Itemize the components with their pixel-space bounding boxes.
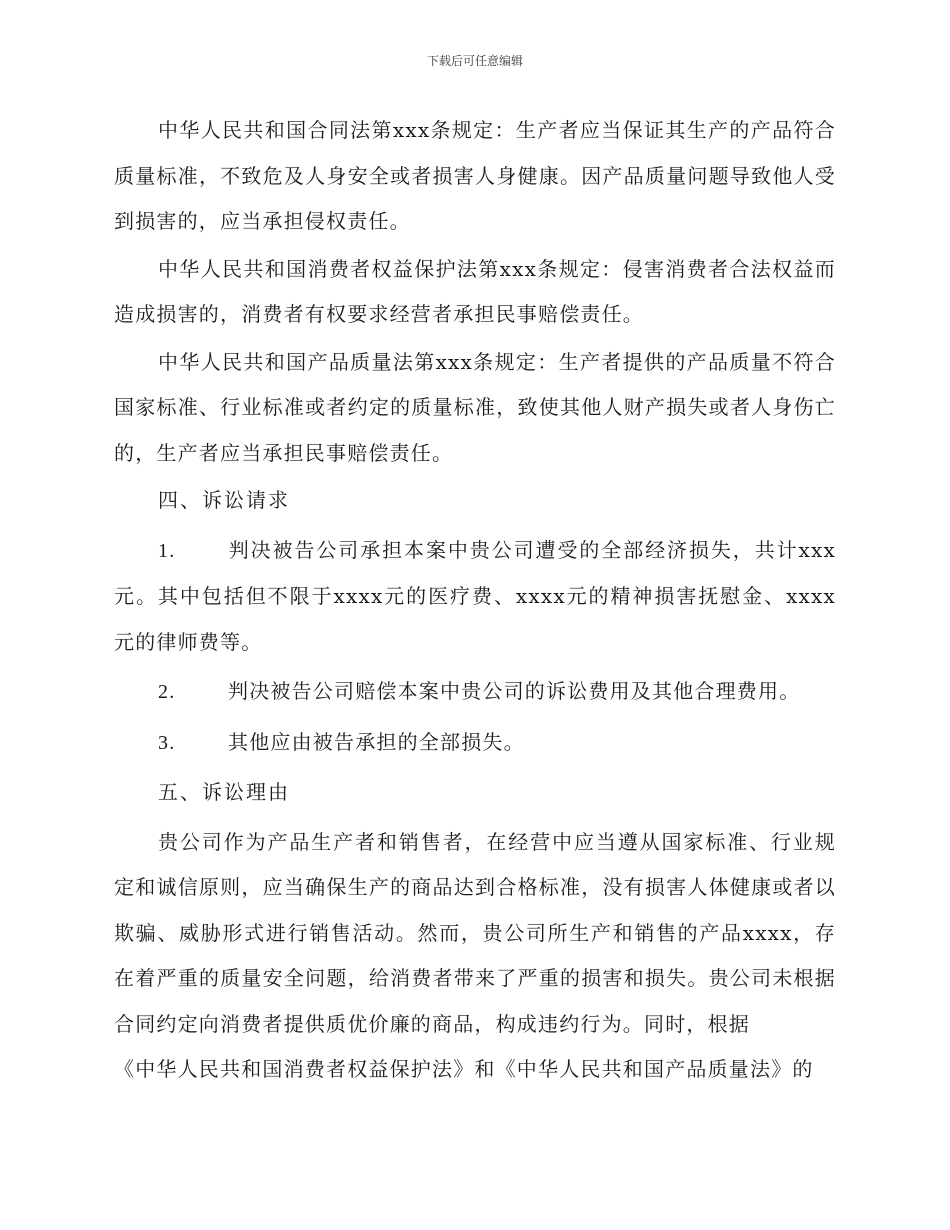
claim-number: 3.: [158, 731, 176, 754]
paragraph-reasons: 贵公司作为产品生产者和销售者，在经营中应当遵从国家标准、行业规定和诚信原则，应当确保生产的商品达到合格标准，没有损害人体健康或者以欺骗、威胁形式进行销售活动。然而，贵公司所生产和销售的产品xxxx，存在着严重的质量安全问题，给消费者带来了严重的损害和损失。贵公司未根据合同约定向消费者提供质优价廉的商品，构成违约行为。同时，根据: [114, 829, 836, 1036]
claim-number: 1.: [158, 539, 176, 562]
document-body: [114, 108, 836, 1093]
section-title-reasons: 五、诉讼理由: [158, 780, 290, 804]
claim-item-2: [114, 669, 836, 716]
claim-text: 判决被告公司承担本案中贵公司遭受的全部经济损失，共计xxx元。其中包括但不限于xxxx元的医疗费、xxxx元的精神损害抚慰金、xxxx元的律师费等。: [114, 537, 836, 654]
paragraph-reasons-last-line: 《中华人民共和国消费者权益保护法》和《中华人民共和国产品质量法》的: [114, 1057, 814, 1081]
paragraph-contract-law: 中华人民共和国合同法第xxx条规定：生产者应当保证其生产的产品符合质量标准，不致危及人身安全或者损害人身健康。因产品质量问题导致他人受到损害的，应当承担侵权责任。: [114, 118, 836, 233]
claim-text: 其他应由被告承担的全部损失。: [228, 729, 525, 754]
section-title-claims: 四、诉讼请求: [158, 488, 290, 512]
paragraph-quality-law: 中华人民共和国产品质量法第xxx条规定：生产者提供的产品质量不符合国家标准、行业标准或者约定的质量标准，致使其他人财产损失或者人身伤亡的，生产者应当承担民事赔偿责任。: [114, 349, 836, 465]
claim-item-1: [114, 528, 836, 666]
page-header: 下载后可任意编辑: [426, 54, 523, 68]
paragraph-consumer-law: 中华人民共和国消费者权益保护法第xxx条规定：侵害消费者合法权益而造成损害的，消费者有权要求经营者承担民事赔偿责任。: [114, 256, 836, 326]
claim-number: 2.: [158, 681, 176, 703]
claim-text: 判决被告公司赔偿本案中贵公司的诉讼费用及其他合理费用。: [228, 679, 801, 703]
claim-item-3: [114, 720, 836, 767]
